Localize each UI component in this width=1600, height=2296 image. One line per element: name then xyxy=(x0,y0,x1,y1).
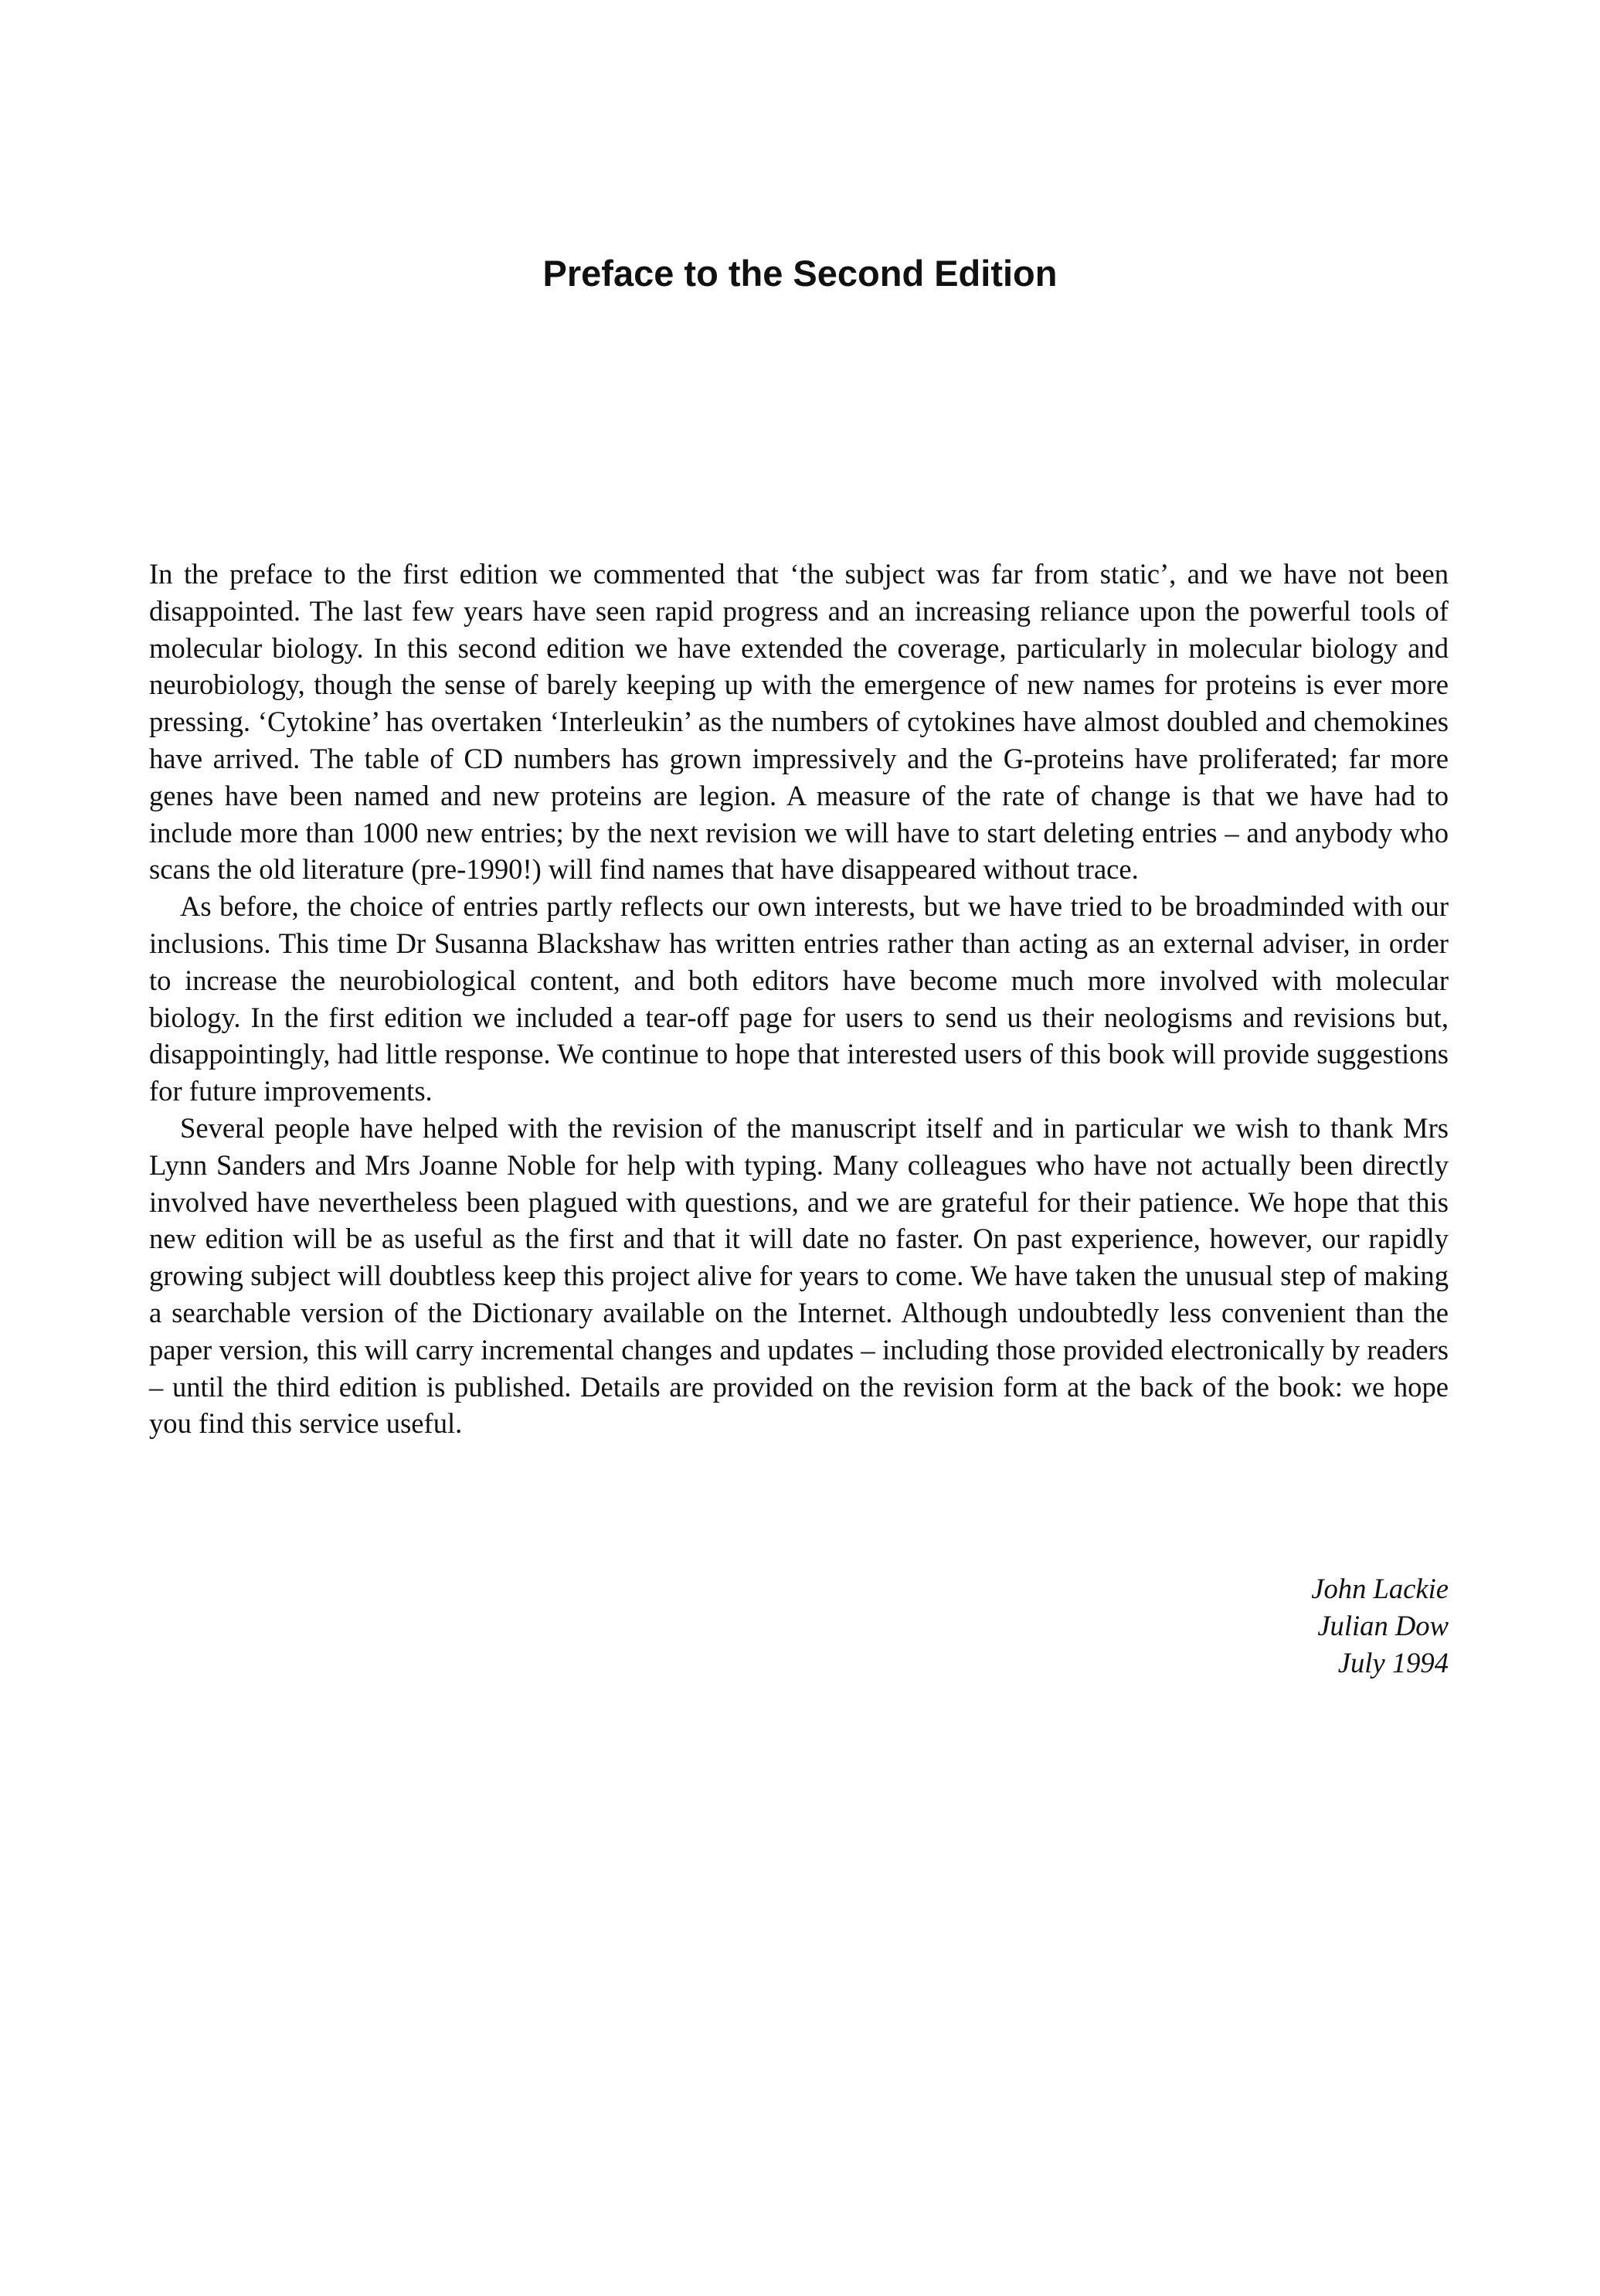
author-name-1: John Lackie xyxy=(1311,1573,1449,1604)
paragraph-1: In the preface to the first edition we commented that ‘the subject was far from static’, and we have not been disappointed. The last few years have seen rapid progress and an increasing reliance upon the powerful tools of molecular biology. In this second edition we have extended the coverage, particularly in molecular biology and neurobiology, though the sense of barely keeping up with the emergence of new names for proteins is ever more pressing. ‘Cytokine’ has overtaken ‘Interleukin’ as the numbers of cytokines have almost doubled and chemokines have arrived. The table of CD numbers has grown impressively and the G-proteins have proliferated; far more genes have been named and new proteins are legion. A measure of the rate of change is that we have had to include more than 1000 new entries; by the next revision we will have to start deleting entries – and anybody who scans the old literature (pre-1990!) will find names that have disappeared without trace. xyxy=(149,558,1449,886)
preface-body xyxy=(149,556,1449,1442)
signature-block xyxy=(831,1570,1449,1682)
signature-date: July 1994 xyxy=(1337,1647,1449,1679)
page-title: Preface to the Second Edition xyxy=(542,253,1058,294)
paragraph-2: As before, the choice of entries partly reflects our own interests, but we have tried to be broadminded with our inclusions. This time Dr Susanna Blackshaw has written entries rather than acting as an external adviser, in order to increase the neurobiological content, and both editors have become much more involved with molecular biology. In the first edition we included a tear-off page for users to send us their neologisms and revisions but, disappointingly, had little response. We continue to hope that interested users of this book will provide suggestions for future improvements. xyxy=(149,890,1449,1107)
author-name-2: Julian Dow xyxy=(1317,1610,1449,1641)
paragraph-3: Several people have helped with the revision of the manuscript itself and in particular we wish to thank Mrs Lynn Sanders and Mrs Joanne Noble for help with typing. Many colleagues who have not actually been directly involved have nevertheless been plagued with questions, and we are grateful for their patience. We hope that this new edition will be as useful as the first and that it will date no faster. On past experience, however, our rapidly growing subject will doubtless keep this project alive for years to come. We have taken the unusual step of making a searchable version of the Dictionary available on the Internet. Although undoubtedly less convenient than the paper version, this will carry incremental changes and updates – including those provided electronically by readers – until the third edition is published. Details are provided on the revision form at the back of the book: we hope you find this service useful. xyxy=(149,1111,1449,1440)
